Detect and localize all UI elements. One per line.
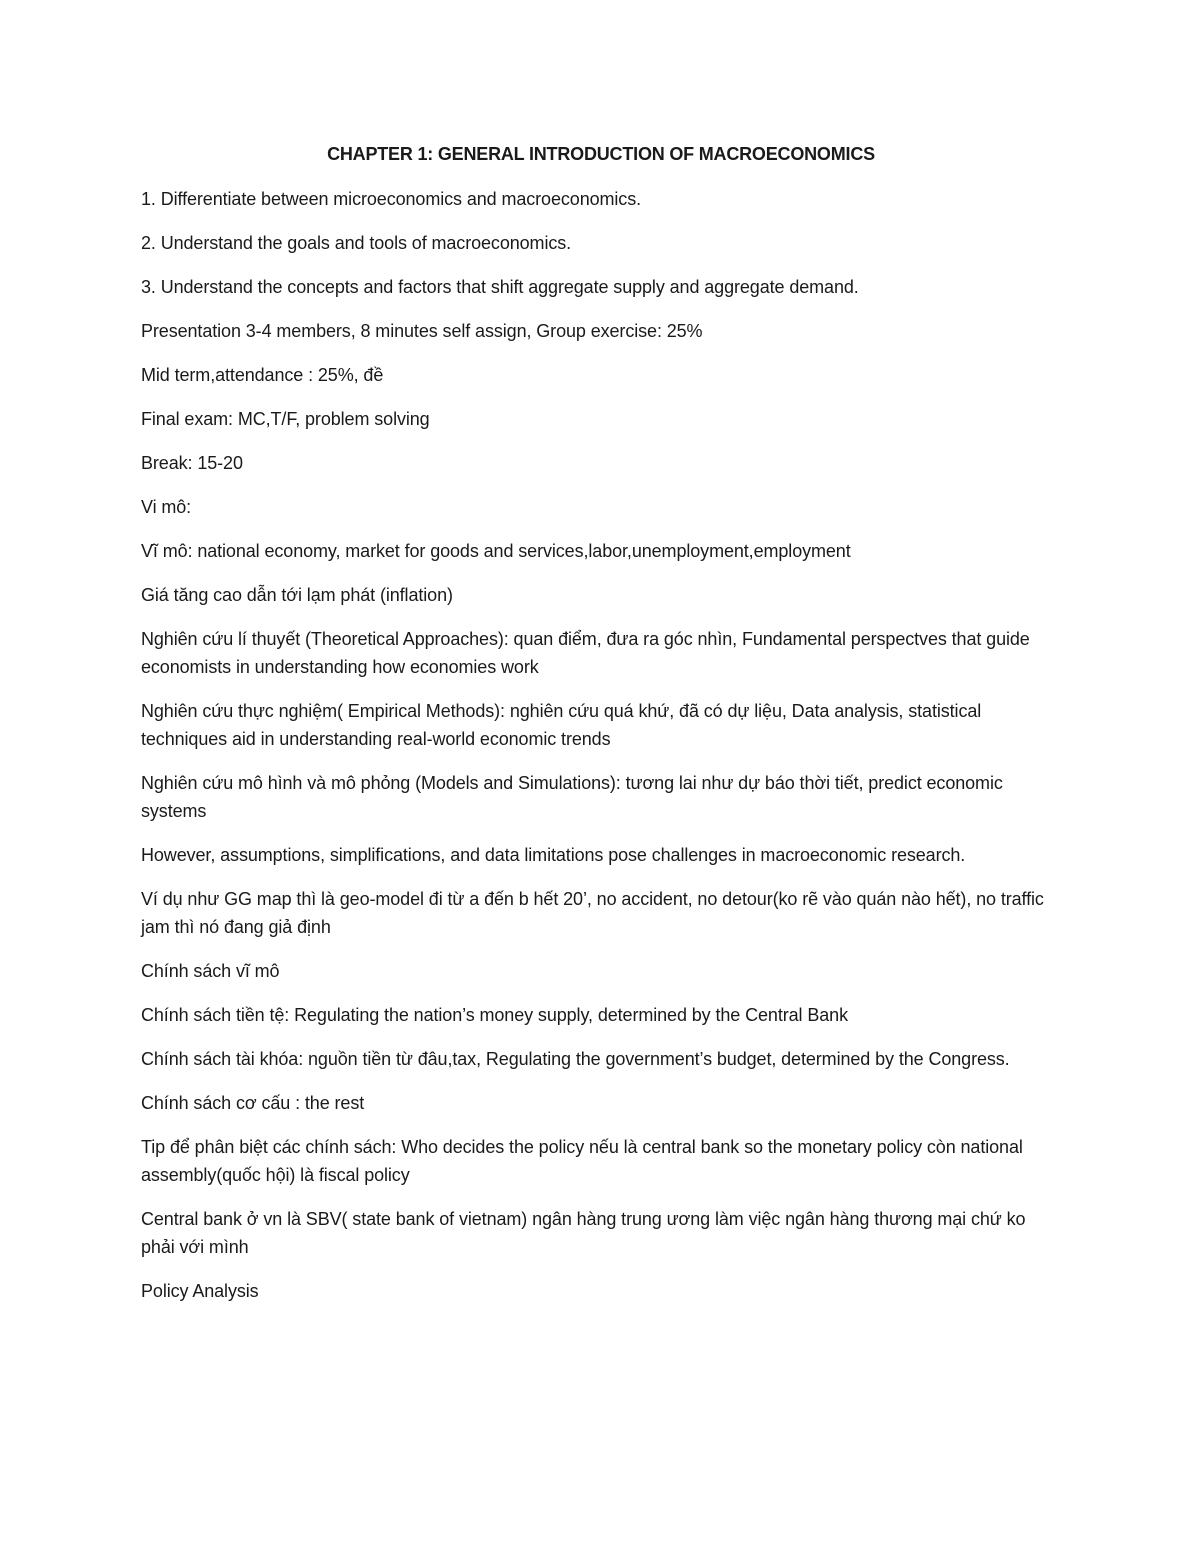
break-note: Break: 15-20 [141,453,243,473]
research-challenges: However, assumptions, simplifications, and data limitations pose challenges in macroeconomic research. [141,845,966,865]
objective-2: 2. Understand the goals and tools of macroeconomics. [141,233,572,253]
inflation-note: Giá tăng cao dẫn tới lạm phát (inflation) [141,585,453,605]
vi-mo-heading: Vi mô: [141,497,192,517]
presentation-note: Presentation 3-4 members, 8 minutes self assign, Group exercise: 25% [141,321,703,341]
empirical-methods: Nghiên cứu thực nghiệm( Empirical Methods): nghiên cứu quá khứ, đã có dự liệu, Data analysis, statistical techniques aid in understanding real-world economic trends [141,701,982,749]
document-body [141,140,1061,1321]
objective-3: 3. Understand the concepts and factors that shift aggregate supply and aggregate demand. [141,277,859,297]
theoretical-approaches: Nghiên cứu lí thuyết (Theoretical Approaches): quan điểm, đưa ra góc nhìn, Fundamental perspectves that guide economists in understanding how economies work [141,629,1030,677]
chapter-title: CHAPTER 1: GENERAL INTRODUCTION OF MACROECONOMICS [327,144,875,164]
objective-1: 1. Differentiate between microeconomics and macroeconomics. [141,189,642,209]
policy-tip: Tip để phân biệt các chính sách: Who decides the policy nếu là central bank so the monetary policy còn national assembly(quốc hội) là fiscal policy [141,1137,1023,1185]
final-exam-note: Final exam: MC,T/F, problem solving [141,409,430,429]
gg-map-example: Ví dụ như GG map thì là geo-model đi từ a đến b hết 20’, no accident, no detour(ko rẽ vào quán nào hết), no traffic jam thì nó đang giả định [141,889,1044,937]
policy-analysis-heading: Policy Analysis [141,1281,259,1301]
models-simulations: Nghiên cứu mô hình và mô phỏng (Models and Simulations): tương lai như dự báo thời tiết, predict economic systems [141,773,1003,821]
macro-policy-heading: Chính sách vĩ mô [141,961,280,981]
fiscal-policy: Chính sách tài khóa: nguồn tiền từ đâu,tax, Regulating the government’s budget, determined by the Congress. [141,1049,1010,1069]
midterm-note: Mid term,attendance : 25%, đề [141,365,384,385]
structural-policy: Chính sách cơ cấu : the rest [141,1093,365,1113]
monetary-policy: Chính sách tiền tệ: Regulating the nation’s money supply, determined by the Central Bank [141,1005,848,1025]
central-bank-vn: Central bank ở vn là SBV( state bank of vietnam) ngân hàng trung ương làm việc ngân hàng thương mại chứ ko phải với mình [141,1209,1026,1257]
vi-mo-definition: Vĩ mô: national economy, market for goods and services,labor,unemployment,employment [141,541,851,561]
